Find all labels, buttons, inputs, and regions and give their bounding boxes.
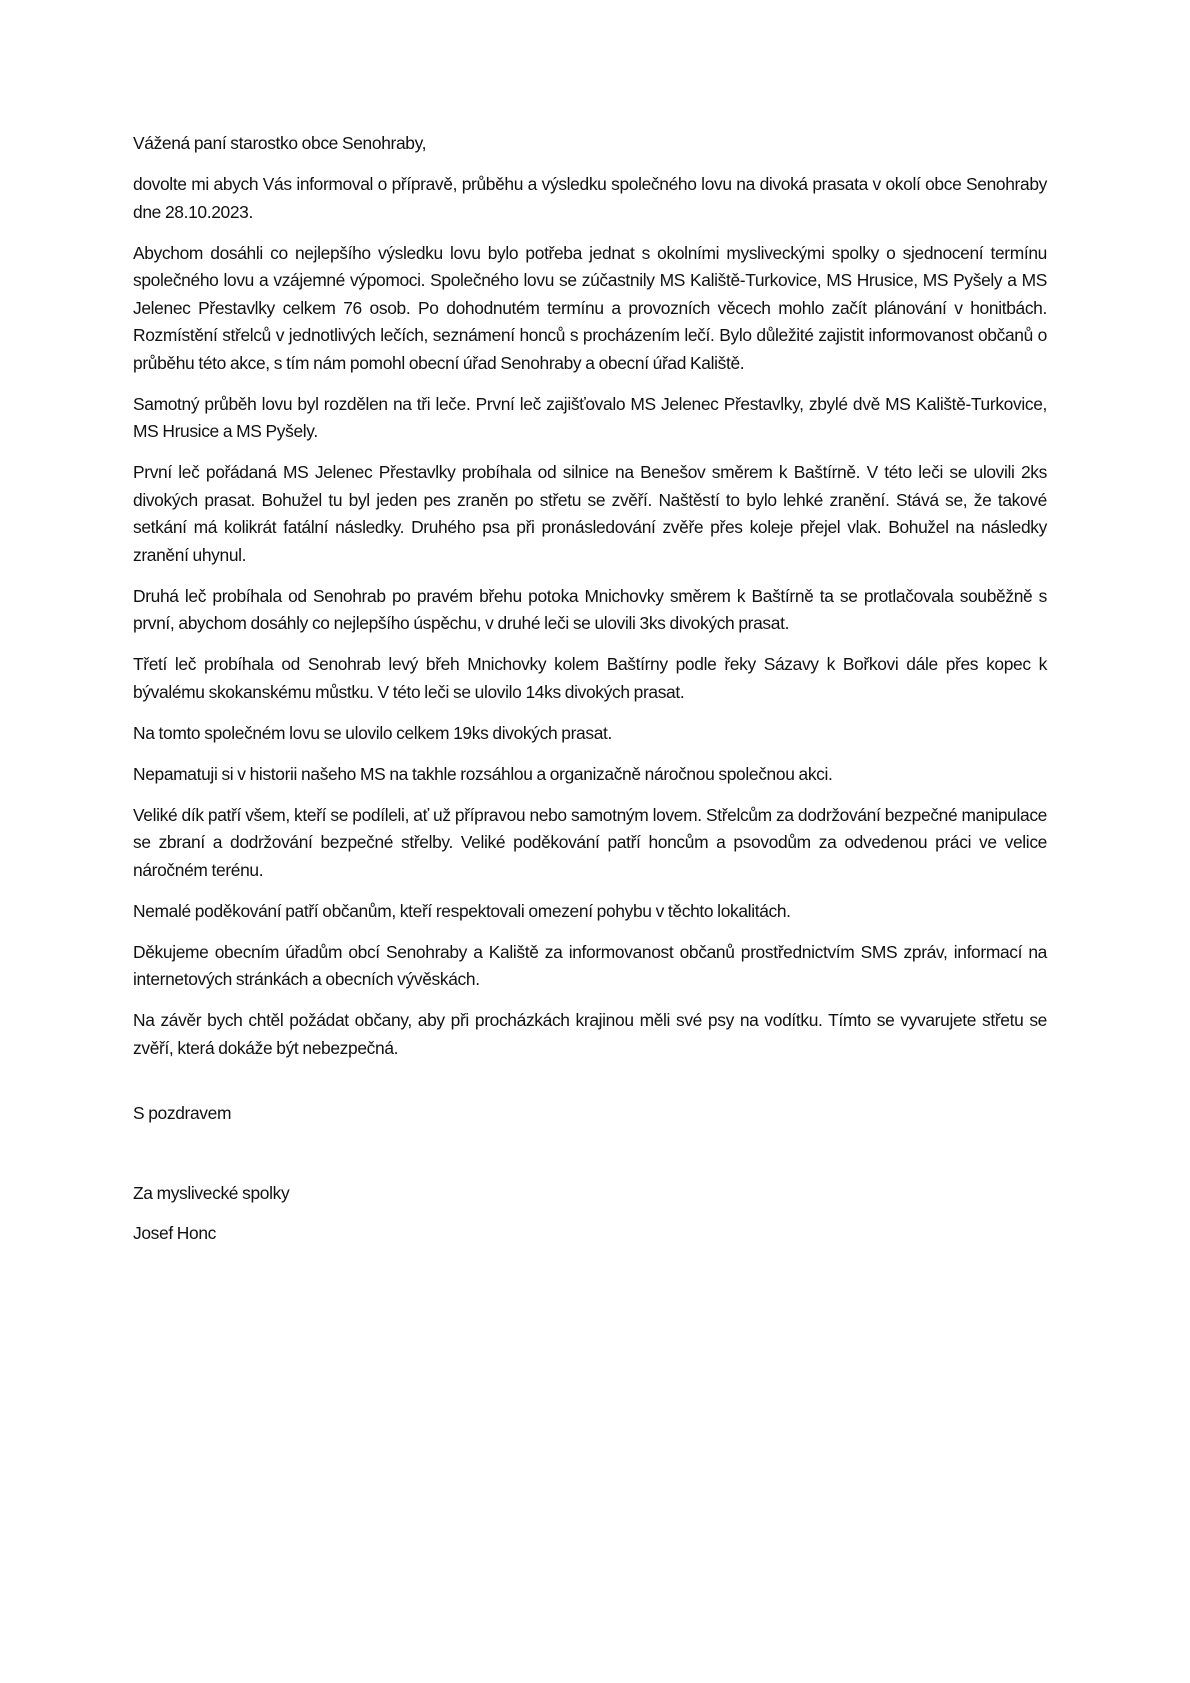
paragraph-total: Na tomto společném lovu se ulovilo celkem 19ks divokých prasat. (133, 722, 612, 743)
paragraph-first-drive: První leč pořádaná MS Jelenec Přestavlky probíhala od silnice na Benešov směrem k Baštírně. V této leči se ulovili 2ks divokých prasat. Bohužel tu byl jeden pes zraněn po střetu se zvěří. Naštěstí to bylo lehké zranění. Stává se, že takové setkání má kolikrát fatální následky. Druhého psa při pronásledování zvěře přes koleje přejel vlak. Bohužel na následky zranění uhynul. (133, 462, 1047, 565)
signature: Josef Honc (133, 1223, 216, 1243)
paragraph-thanks-offices: Děkujeme obecním úřadům obcí Senohraby a Kaliště za informovanost občanů prostřednictvím SMS zpráv, informací na internetových stránkách a obecních vývěskách. (133, 941, 1047, 989)
paragraph-hunt-division: Samotný průběh lovu byl rozdělen na tři leče. První leč zajišťovalo MS Jelenec Přestavlky, zbylé dvě MS Kaliště-Turkovice, MS Hrusice a MS Pyšely. (133, 393, 1047, 441)
paragraph-history: Nepamatuji si v historii našeho MS na takhle rozsáhlou a organizačně náročnou společnou akci. (133, 763, 833, 784)
paragraph-request: Na závěr bych chtěl požádat občany, aby při procházkách krajinou měli své psy na vodítku. Tímto se vyvarujete střetu se zvěří, která dokáže být nebezpečná. (133, 1010, 1047, 1058)
paragraph-preparation: Abychom dosáhli co nejlepšího výsledku lovu bylo potřeba jednat s okolními mysliveckými spolky o sjednocení termínu společného lovu a vzájemné výpomoci. Společného lovu se zúčastnily MS Kaliště-Turkovice, MS Hrusice, MS Pyšely a MS Jelenec Přestavlky celkem 76 osob. Po dohodnutém termínu a provozních věcech mohlo začít plánování v honitbách. Rozmístění střelců v jednotlivých lečích, seznámení honců s procházením lečí. Bylo důležité zajistit informovanost občanů o průběhu této akce, s tím nám pomohl obecní úřad Senohraby a obecní úřad Kaliště. (133, 242, 1047, 373)
paragraph-intro: dovolte mi abych Vás informoval o přípravě, průběhu a výsledku společného lovu na divoká prasata v okolí obce Senohraby dne 28.10.2023. (133, 174, 1047, 222)
closing: S pozdravem (133, 1103, 232, 1123)
organization: Za myslivecké spolky (133, 1182, 290, 1203)
letter-page (133, 130, 1047, 1248)
salutation: Vážená paní starostko obce Senohraby, (133, 133, 427, 153)
paragraph-thanks-participants: Veliké dík patří všem, kteří se podíleli, ať už přípravou nebo samotným lovem. Střelcům za dodržování bezpečné manipulace se zbraní a dodržování bezpečné střelby. Veliké poděkování patří honcům a psovodům za odvedenou práci ve velice náročném terénu. (133, 804, 1047, 880)
paragraph-second-drive: Druhá leč probíhala od Senohrab po pravém břehu potoka Mnichovky směrem k Baštírně ta se protlačovala souběžně s první, abychom dosáhly co nejlepšího úspěchu, v druhé leči se ulovili 3ks divokých prasat. (133, 585, 1047, 633)
paragraph-thanks-citizens: Nemalé poděkování patří občanům, kteří respektovali omezení pohybu v těchto lokalitách. (133, 900, 791, 921)
paragraph-third-drive: Třetí leč probíhala od Senohrab levý břeh Mnichovky kolem Baštírny podle řeky Sázavy k Bořkovi dále přes kopec k bývalému skokanskému můstku. V této leči se ulovilo 14ks divokých prasat. (133, 654, 1047, 702)
